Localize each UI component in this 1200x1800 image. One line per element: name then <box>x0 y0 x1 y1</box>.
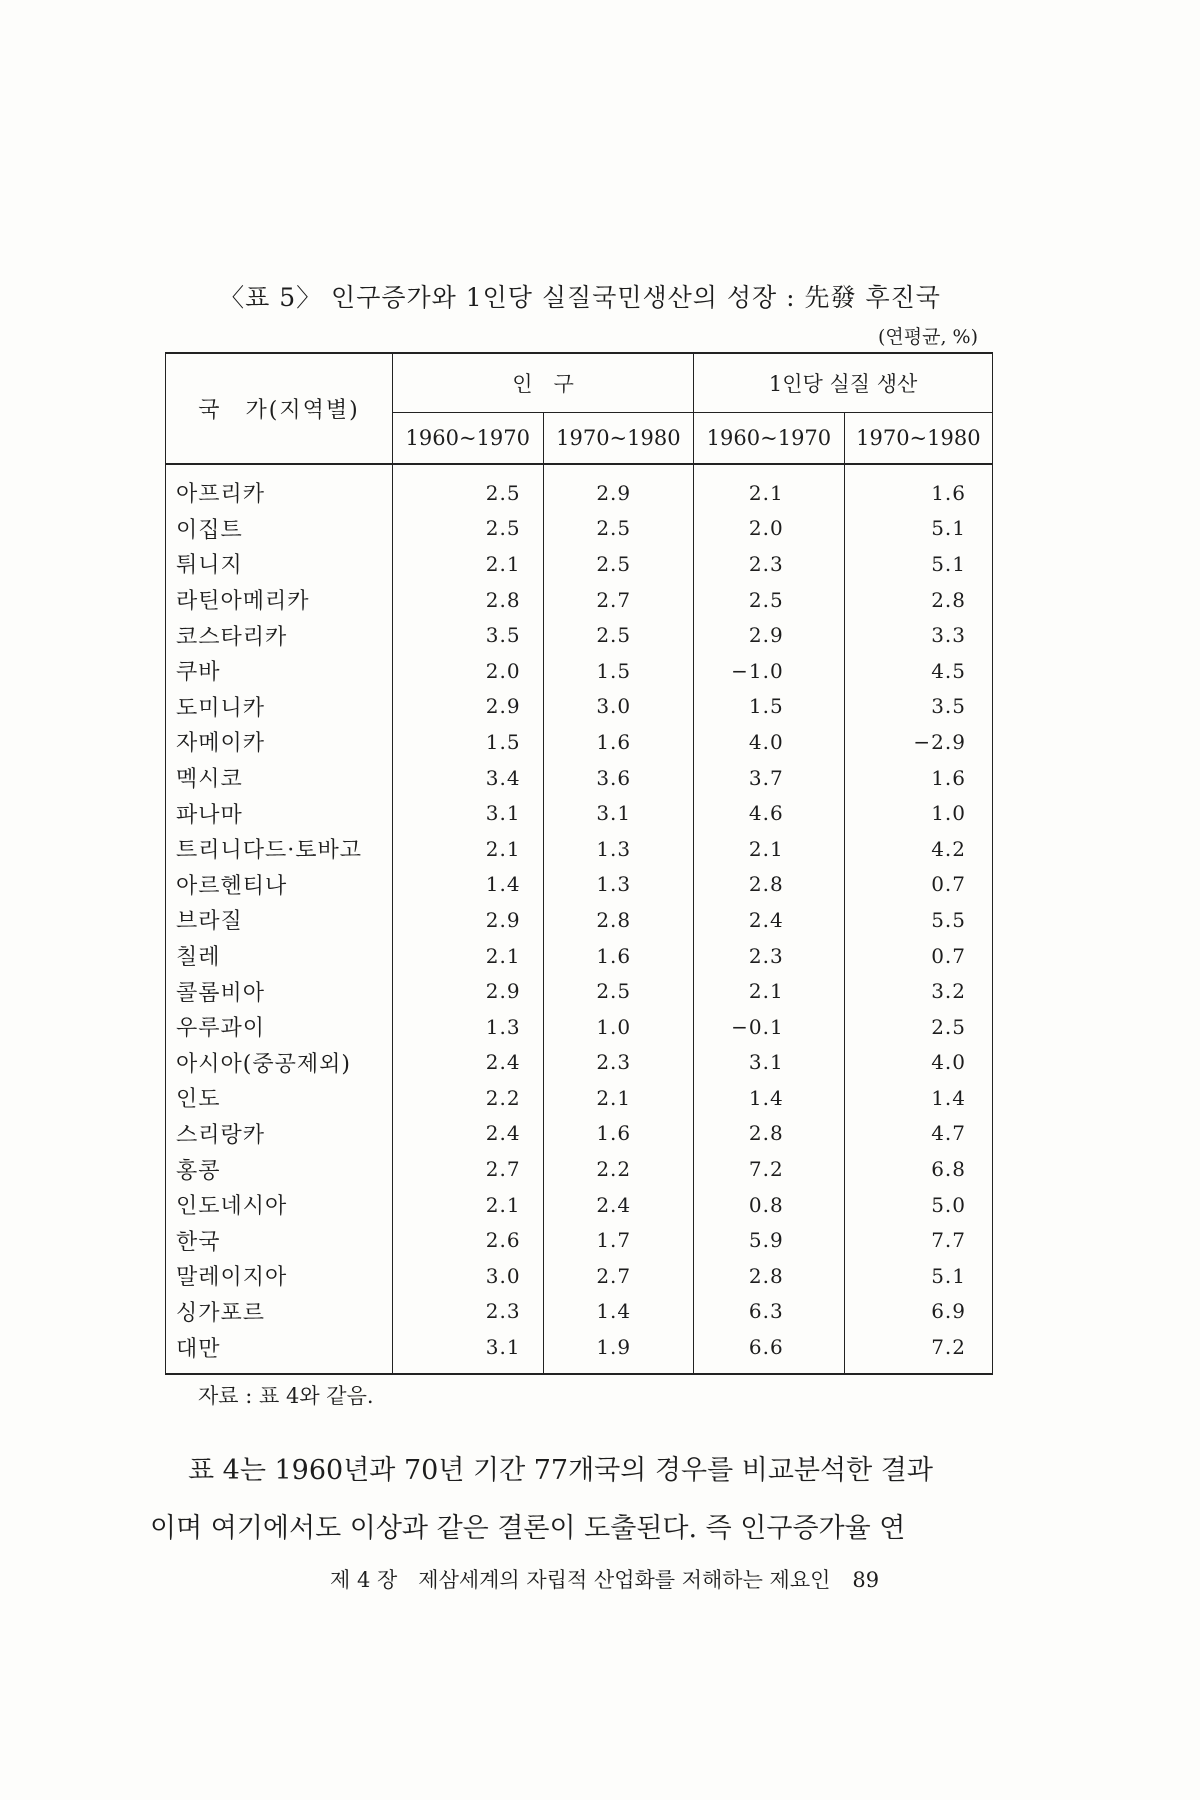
country-cell: 싱가포르 <box>166 1294 393 1330</box>
value-cell: 2.9 <box>543 464 694 511</box>
country-cell: 파나마 <box>166 795 393 831</box>
value-cell: 7.7 <box>844 1222 992 1258</box>
table-row <box>166 1294 993 1330</box>
value-cell: 2.1 <box>694 464 845 511</box>
value-cell: 1.4 <box>393 867 544 903</box>
table-row <box>166 1222 993 1258</box>
value-cell: 3.0 <box>543 689 694 725</box>
value-cell: 1.5 <box>694 689 845 725</box>
value-cell: 2.1 <box>393 546 544 582</box>
value-cell: 2.4 <box>543 1187 694 1223</box>
period-header: 1960~1970 <box>694 413 845 465</box>
table-row <box>166 1080 993 1116</box>
value-cell: 3.0 <box>393 1258 544 1294</box>
value-cell: 7.2 <box>694 1151 845 1187</box>
country-cell: 라틴아메리카 <box>166 582 393 618</box>
data-table-container <box>165 352 993 1375</box>
value-cell: 1.5 <box>393 724 544 760</box>
value-cell: 2.5 <box>844 1009 992 1045</box>
table-unit: (연평균, %) <box>877 326 978 348</box>
country-cell: 튀니지 <box>166 546 393 582</box>
value-cell: 5.1 <box>844 511 992 547</box>
value-cell: 1.5 <box>543 653 694 689</box>
value-cell: 1.6 <box>844 760 992 796</box>
value-cell: 1.4 <box>543 1294 694 1330</box>
value-cell: 2.1 <box>694 831 845 867</box>
value-cell: 2.5 <box>543 546 694 582</box>
value-cell: 2.5 <box>694 582 845 618</box>
value-cell: 3.4 <box>393 760 544 796</box>
paragraph-line: 표 4는 1960년과 70년 기간 77개국의 경우를 비교분석한 결과 <box>188 1455 933 1486</box>
value-cell: 1.3 <box>543 867 694 903</box>
value-cell: 2.3 <box>694 546 845 582</box>
country-cell: 자메이카 <box>166 724 393 760</box>
value-cell: 2.9 <box>694 617 845 653</box>
value-cell: 2.3 <box>393 1294 544 1330</box>
chapter-title: 제 4 장 제삼세계의 자립적 산업화를 저해하는 제요인 <box>330 1568 831 1592</box>
table-row <box>166 938 993 974</box>
value-cell: 5.1 <box>844 1258 992 1294</box>
value-cell: 1.0 <box>543 1009 694 1045</box>
country-cell: 트리니다드·토바고 <box>166 831 393 867</box>
table-row <box>166 546 993 582</box>
period-header: 1970~1980 <box>844 413 992 465</box>
value-cell: 2.7 <box>543 582 694 618</box>
country-cell: 인도네시아 <box>166 1187 393 1223</box>
paragraph-line: 이며 여기에서도 이상과 같은 결론이 도출된다. 즉 인구증가율 연 <box>150 1513 906 1544</box>
country-cell: 멕시코 <box>166 760 393 796</box>
value-cell: 2.8 <box>694 1258 845 1294</box>
table-row <box>166 582 993 618</box>
value-cell: 2.4 <box>393 1045 544 1081</box>
value-cell: 2.8 <box>694 1116 845 1152</box>
country-cell: 콜롬비아 <box>166 973 393 1009</box>
table-row <box>166 511 993 547</box>
value-cell: 2.9 <box>393 902 544 938</box>
value-cell: 4.0 <box>844 1045 992 1081</box>
value-cell: 2.8 <box>543 902 694 938</box>
value-cell: 2.2 <box>393 1080 544 1116</box>
value-cell: 2.0 <box>694 511 845 547</box>
value-cell: 4.0 <box>694 724 845 760</box>
table-row <box>166 1151 993 1187</box>
value-cell: 1.0 <box>844 795 992 831</box>
value-cell: 2.2 <box>543 1151 694 1187</box>
value-cell: 2.5 <box>393 464 544 511</box>
table-row <box>166 760 993 796</box>
value-cell: 3.2 <box>844 973 992 1009</box>
value-cell: 4.5 <box>844 653 992 689</box>
running-footer <box>330 1564 879 1594</box>
value-cell: 2.7 <box>393 1151 544 1187</box>
country-cell: 대만 <box>166 1329 393 1374</box>
value-cell: −0.1 <box>694 1009 845 1045</box>
value-cell: 3.3 <box>844 617 992 653</box>
value-cell: 1.6 <box>844 464 992 511</box>
value-cell: 2.9 <box>393 973 544 1009</box>
country-cell: 브라질 <box>166 902 393 938</box>
country-cell: 아프리카 <box>166 464 393 511</box>
value-cell: 1.7 <box>543 1222 694 1258</box>
value-cell: 2.1 <box>694 973 845 1009</box>
table-row <box>166 867 993 903</box>
value-cell: 3.1 <box>694 1045 845 1081</box>
value-cell: 2.1 <box>393 938 544 974</box>
value-cell: 1.6 <box>543 724 694 760</box>
value-cell: 1.6 <box>543 1116 694 1152</box>
table-row <box>166 973 993 1009</box>
country-cell: 칠레 <box>166 938 393 974</box>
value-cell: 2.3 <box>694 938 845 974</box>
source-note: 자료 : 표 4와 같음. <box>198 1384 374 1408</box>
value-cell: 4.7 <box>844 1116 992 1152</box>
value-cell: 3.1 <box>393 1329 544 1374</box>
per-capita-group-header: 1인당 실질 생산 <box>694 353 993 413</box>
value-cell: 3.1 <box>393 795 544 831</box>
table-row <box>166 1116 993 1152</box>
value-cell: 4.6 <box>694 795 845 831</box>
value-cell: 5.0 <box>844 1187 992 1223</box>
value-cell: 2.8 <box>694 867 845 903</box>
body-paragraph <box>150 1442 1000 1558</box>
table-row <box>166 831 993 867</box>
value-cell: 5.1 <box>844 546 992 582</box>
value-cell: 3.6 <box>543 760 694 796</box>
value-cell: 3.5 <box>393 617 544 653</box>
country-cell: 한국 <box>166 1222 393 1258</box>
country-cell: 인도 <box>166 1080 393 1116</box>
value-cell: 3.7 <box>694 760 845 796</box>
country-cell: 도미니카 <box>166 689 393 725</box>
table-row <box>166 1329 993 1374</box>
value-cell: 2.5 <box>543 617 694 653</box>
value-cell: 0.8 <box>694 1187 845 1223</box>
value-cell: 2.9 <box>393 689 544 725</box>
value-cell: 2.6 <box>393 1222 544 1258</box>
country-cell: 우루과이 <box>166 1009 393 1045</box>
value-cell: 1.4 <box>844 1080 992 1116</box>
value-cell: 5.9 <box>694 1222 845 1258</box>
value-cell: −1.0 <box>694 653 845 689</box>
value-cell: 4.2 <box>844 831 992 867</box>
value-cell: 5.5 <box>844 902 992 938</box>
value-cell: 2.0 <box>393 653 544 689</box>
country-cell: 아시아(중공제외) <box>166 1045 393 1081</box>
period-header: 1960~1970 <box>393 413 544 465</box>
table-row <box>166 902 993 938</box>
population-growth-table <box>165 352 993 1375</box>
table-body <box>166 464 993 1374</box>
population-group-header: 인 구 <box>393 353 694 413</box>
table-row <box>166 617 993 653</box>
value-cell: 2.1 <box>393 1187 544 1223</box>
country-cell: 코스타리카 <box>166 617 393 653</box>
country-cell: 스리랑카 <box>166 1116 393 1152</box>
value-cell: 2.1 <box>543 1080 694 1116</box>
value-cell: 2.3 <box>543 1045 694 1081</box>
page-number: 89 <box>852 1568 880 1592</box>
value-cell: 2.4 <box>393 1116 544 1152</box>
value-cell: 2.5 <box>393 511 544 547</box>
value-cell: 6.8 <box>844 1151 992 1187</box>
value-cell: 2.1 <box>393 831 544 867</box>
value-cell: 6.3 <box>694 1294 845 1330</box>
country-cell: 아르헨티나 <box>166 867 393 903</box>
value-cell: 0.7 <box>844 938 992 974</box>
table-row <box>166 724 993 760</box>
period-header: 1970~1980 <box>543 413 694 465</box>
value-cell: 7.2 <box>844 1329 992 1374</box>
value-cell: 6.6 <box>694 1329 845 1374</box>
country-cell: 이집트 <box>166 511 393 547</box>
value-cell: 2.4 <box>694 902 845 938</box>
value-cell: 0.7 <box>844 867 992 903</box>
value-cell: 6.9 <box>844 1294 992 1330</box>
table-row <box>166 1258 993 1294</box>
table-row <box>166 1009 993 1045</box>
table-row <box>166 1045 993 1081</box>
table-row <box>166 689 993 725</box>
value-cell: 1.9 <box>543 1329 694 1374</box>
value-cell: 2.5 <box>543 511 694 547</box>
table-row <box>166 1187 993 1223</box>
country-column-header: 국 가(지역별) <box>166 353 393 464</box>
value-cell: −2.9 <box>844 724 992 760</box>
value-cell: 3.5 <box>844 689 992 725</box>
country-cell: 쿠바 <box>166 653 393 689</box>
value-cell: 2.5 <box>543 973 694 1009</box>
value-cell: 2.8 <box>393 582 544 618</box>
value-cell: 1.3 <box>543 831 694 867</box>
table-row <box>166 795 993 831</box>
country-cell: 말레이지아 <box>166 1258 393 1294</box>
value-cell: 1.4 <box>694 1080 845 1116</box>
table-row <box>166 464 993 511</box>
country-cell: 홍콩 <box>166 1151 393 1187</box>
table-title: 〈표 5〉 인구증가와 1인당 실질국민생산의 성장 : 先發 후진국 <box>219 283 941 312</box>
value-cell: 1.3 <box>393 1009 544 1045</box>
table-row <box>166 653 993 689</box>
value-cell: 2.7 <box>543 1258 694 1294</box>
value-cell: 1.6 <box>543 938 694 974</box>
value-cell: 3.1 <box>543 795 694 831</box>
value-cell: 2.8 <box>844 582 992 618</box>
